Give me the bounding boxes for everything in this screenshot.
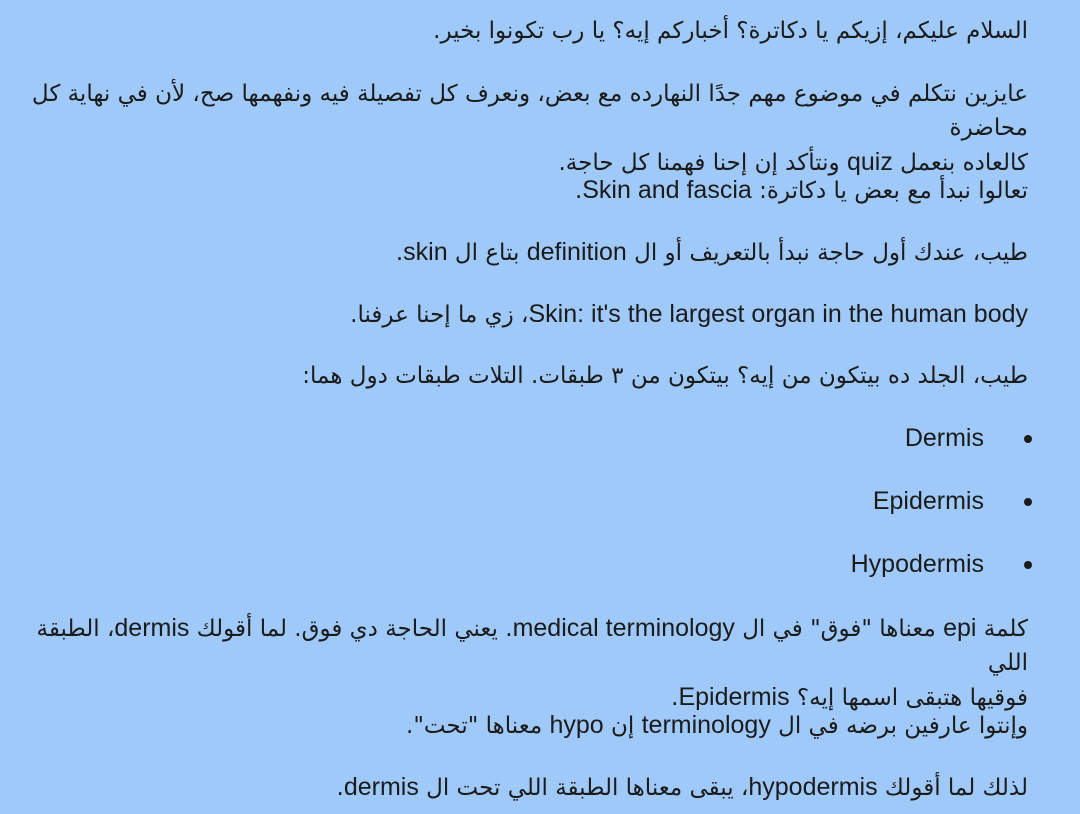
dermis-term: dermis (114, 614, 190, 642)
epi-term: epi (943, 614, 977, 642)
def-mid: بتاع ال (454, 240, 520, 266)
layers-list (850, 407, 984, 596)
bullet-icon (1024, 561, 1032, 569)
epi-pre: كلمة (983, 616, 1028, 642)
layer-dermis: Dermis (904, 424, 984, 452)
last-pre: لذلك لما أقولك (884, 775, 1028, 801)
layer-epidermis: Epidermis (872, 487, 984, 515)
hypo-pre: وإنتوا عارفين برضه في ال (778, 713, 1028, 739)
start-pre: تعالوا نبدأ مع بعض يا دكاترة: (759, 178, 1028, 204)
skin-definition-text: Skin: it's the largest organ in the human body (528, 300, 1028, 328)
hypo-mid: إن (611, 713, 635, 739)
skin-definition-post: ، زي ما إحنا عرفنا. (350, 302, 529, 328)
intro-line-2-post: ونتأكد إن إحنا فهمنا كل حاجة. (558, 150, 840, 176)
greeting-text: السلام عليكم، إزيكم يا دكاترة؟ أخباركم إيه؟ يا رب تكونوا بخير. (433, 18, 1028, 44)
paragraph-greeting (20, 14, 1028, 48)
hypodermis-term: hypodermis (748, 773, 878, 801)
bullet-icon (1024, 498, 1032, 506)
paragraph-hypodermis (20, 770, 1028, 805)
paragraph-hypo (20, 708, 1028, 743)
bullet-icon (1024, 435, 1032, 443)
quiz-term: quiz (846, 148, 893, 176)
def-pre: طيب، عندك أول حاجة نبدأ بالتعريف أو ال (634, 240, 1028, 266)
list-item (850, 533, 984, 596)
def-post: . (395, 240, 404, 266)
medical-terminology-term: medical terminology (512, 614, 735, 642)
epi-line-2-pre: فوقيها هتبقى اسمها إيه؟ (796, 685, 1028, 711)
paragraph-layers (20, 359, 1028, 393)
skin-term: skin (403, 238, 448, 266)
paragraph-epi (20, 611, 1028, 715)
skin-and-fascia-term: Skin and fascia (582, 176, 752, 204)
hypo-post: معناها "تحت". (406, 713, 543, 739)
definition-term: definition (526, 238, 627, 266)
paragraph-skin-definition (20, 297, 1028, 332)
paragraph-start (20, 173, 1028, 208)
layer-hypodermis: Hypodermis (850, 550, 984, 578)
intro-line-2-pre: كالعاده بنعمل (900, 150, 1028, 176)
dermis-term-2: dermis (343, 773, 419, 801)
list-item (851, 407, 984, 470)
last-post: . (336, 775, 344, 801)
paragraph-intro (20, 77, 1028, 180)
terminology-term: terminology (641, 711, 771, 739)
start-post: . (574, 178, 583, 204)
epi-mid-2: . يعني الحاجة دي فوق. لما أقولك (196, 616, 513, 642)
list-item (851, 470, 984, 533)
epidermis-term: Epidermis (678, 683, 790, 711)
intro-line-1: عايزين نتكلم في موضوع مهم جدًا النهارده مع بعض، ونعرف كل تفصيلة فيه ونفهمها صح، لأن في نهاية كل محاضرة (31, 81, 1028, 141)
epi-line-2-post: . (671, 685, 679, 711)
hypo-term: hypo (549, 711, 604, 739)
epi-post: ، الطبقة اللي (36, 616, 1028, 676)
last-mid: ، يبقى معناها الطبقة اللي تحت ال (426, 775, 749, 801)
layers-text: طيب، الجلد ده بيتكون من إيه؟ بيتكون من ٣ طبقات. التلات طبقات دول هما: (302, 363, 1028, 389)
paragraph-definition (20, 235, 1028, 270)
epi-mid-1: معناها "فوق" في ال (742, 616, 936, 642)
